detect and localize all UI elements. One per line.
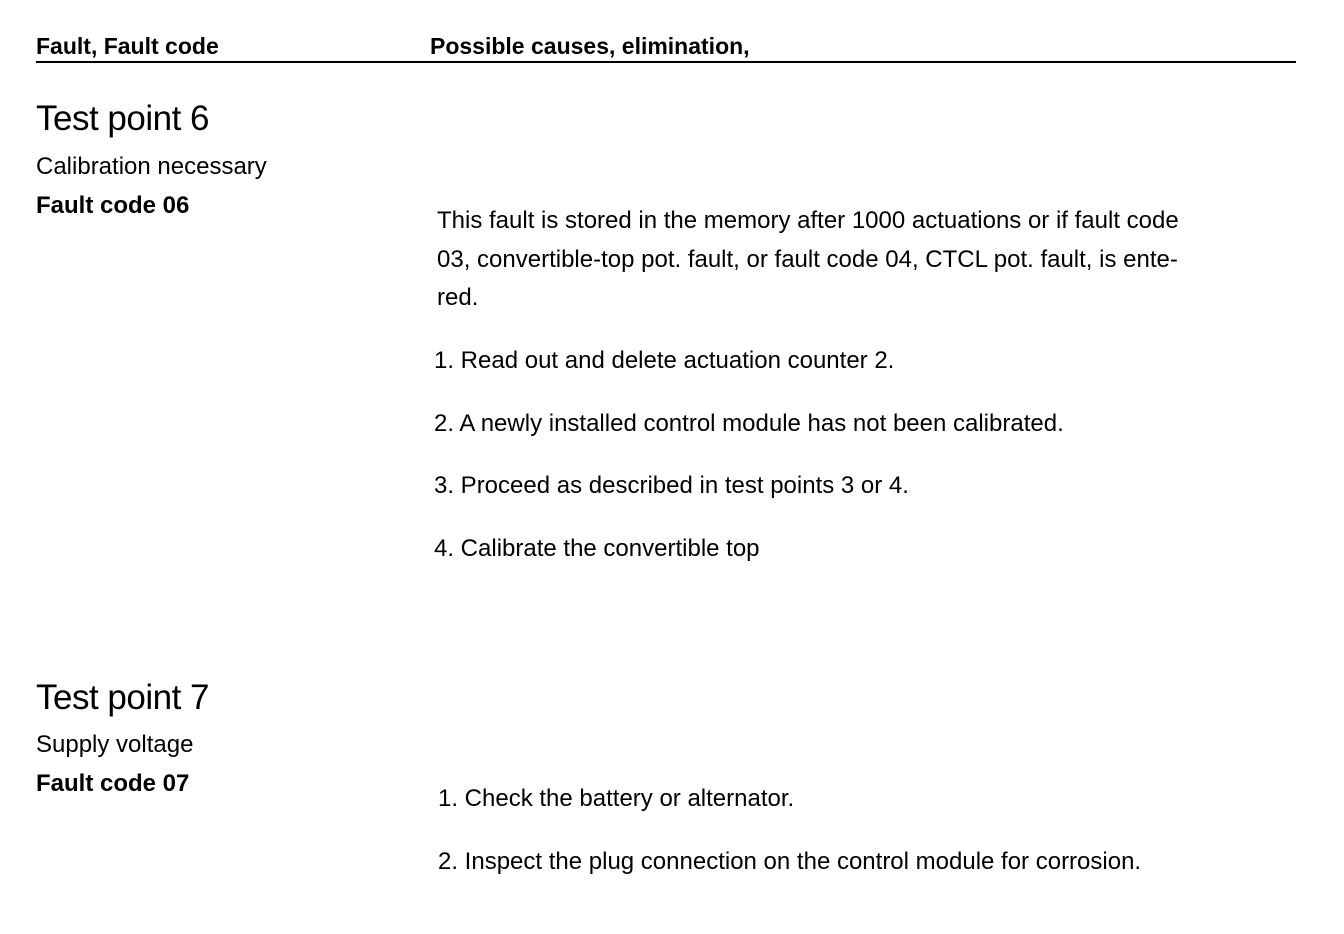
column-header-causes: Possible causes, elimination,	[430, 33, 750, 59]
test-point-6-description-line-2: 03, convertible-top pot. fault, or fault code 04, CTCL pot. fault, is ente-	[437, 246, 1178, 273]
test-point-7-step-1: 1. Check the battery or alternator.	[438, 785, 795, 812]
test-point-7-step-2: 2. Inspect the plug connection on the control module for corrosion.	[438, 848, 1142, 875]
test-point-6-subtitle: Calibration necessary	[36, 153, 267, 180]
test-point-6-title: Test point 6	[36, 99, 209, 138]
test-point-6-step-3: 3. Proceed as described in test points 3 or 4.	[434, 472, 909, 499]
test-point-6-fault-code: Fault code 06	[36, 192, 190, 219]
column-header-fault: Fault, Fault code	[36, 33, 219, 59]
header-divider	[36, 61, 1296, 63]
test-point-6-step-4: 4. Calibrate the convertible top	[434, 535, 760, 562]
test-point-6-step-2: 2. A newly installed control module has not been calibrated.	[434, 410, 1064, 437]
test-point-6-description-line-3: red.	[437, 284, 479, 311]
test-point-7-subtitle: Supply voltage	[36, 731, 194, 758]
test-point-7-fault-code: Fault code 07	[36, 770, 190, 797]
test-point-6-step-1: 1. Read out and delete actuation counter 2.	[434, 347, 895, 374]
test-point-6-description-line-1: This fault is stored in the memory after 1000 actuations or if fault code	[437, 207, 1179, 234]
test-point-7-title: Test point 7	[36, 678, 209, 717]
